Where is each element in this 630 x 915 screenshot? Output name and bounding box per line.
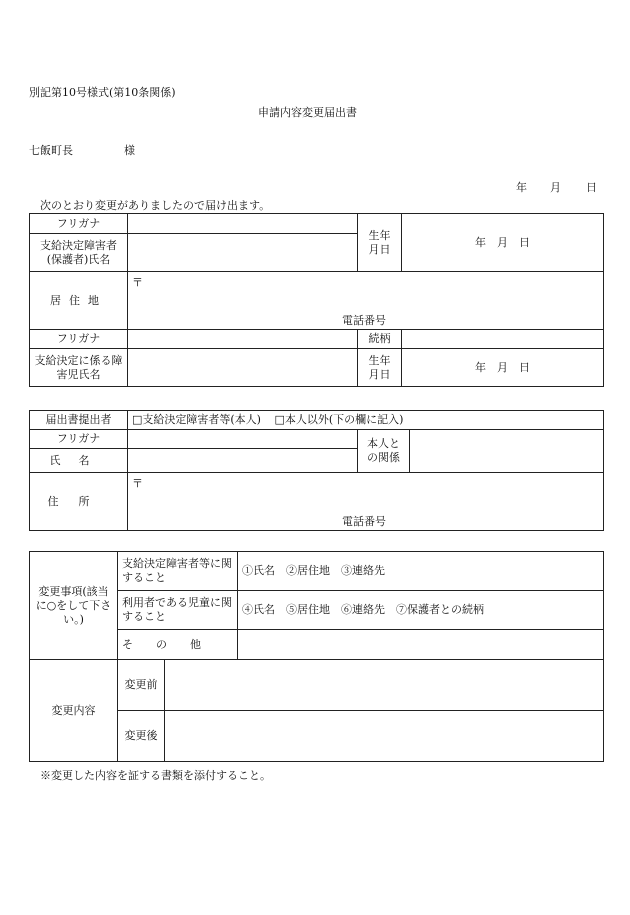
submitter-name-label: 氏名 bbox=[30, 449, 128, 473]
child-birth-field[interactable]: 年 月 日 bbox=[402, 349, 604, 387]
submitter-name-field[interactable] bbox=[128, 449, 358, 473]
submitter-postal-mark: 〒 bbox=[132, 477, 143, 490]
after-field[interactable] bbox=[165, 711, 604, 762]
cat1-options[interactable]: ①氏名 ②居住地 ③連絡先 bbox=[238, 552, 604, 591]
date-month-label: 月 bbox=[550, 181, 561, 194]
applicant-birth-label: 生年月日 bbox=[358, 214, 402, 272]
applicant-name-label: 支給決定障害者(保護者)氏名 bbox=[30, 234, 128, 272]
child-birth-label: 生年月日 bbox=[358, 349, 402, 387]
residence-field[interactable] bbox=[128, 272, 604, 330]
change-items-label: 変更事項(該当に○をして下さい。) bbox=[30, 552, 118, 660]
submitter-relation-label: 本人との関係 bbox=[358, 430, 410, 473]
before-field[interactable] bbox=[165, 660, 604, 711]
relation-field[interactable] bbox=[402, 330, 604, 349]
applicant-name-field[interactable] bbox=[128, 234, 358, 272]
cat2-options[interactable]: ④氏名 ⑤居住地 ⑥連絡先 ⑦保護者との続柄 bbox=[238, 591, 604, 630]
date-year-label: 年 bbox=[516, 181, 527, 194]
intro-text: 次のとおり変更がありましたので届け出ます。 bbox=[40, 199, 271, 212]
submitter-phone-label: 電話番号 bbox=[342, 515, 386, 528]
postal-mark: 〒 bbox=[132, 276, 143, 289]
submitter-address-label: 住所 bbox=[30, 473, 128, 531]
applicant-furigana-field[interactable] bbox=[128, 214, 358, 234]
before-label: 変更前 bbox=[118, 660, 165, 711]
submitter-furigana-field[interactable] bbox=[128, 430, 358, 449]
applicant-table bbox=[29, 213, 604, 387]
option-other-checkbox[interactable]: □本人以外(下の欄に記入) bbox=[274, 413, 404, 426]
applicant-furigana-label: フリガナ bbox=[30, 214, 128, 234]
submitter-furigana-label: フリガナ bbox=[30, 430, 128, 449]
cat1-label: 支給決定障害者等に関すること bbox=[118, 552, 238, 591]
relation-label: 続柄 bbox=[358, 330, 402, 349]
child-name-field[interactable] bbox=[128, 349, 358, 387]
change-content-label: 変更内容 bbox=[30, 660, 118, 762]
form-reference: 別記第10号様式(第10条関係) bbox=[29, 86, 176, 99]
residence-label: 居住地 bbox=[30, 272, 128, 330]
change-table bbox=[29, 551, 604, 762]
other-field[interactable] bbox=[238, 630, 604, 660]
footnote: ※変更した内容を証する書類を添付すること。 bbox=[40, 769, 271, 782]
other-label: そ の 他 bbox=[118, 630, 238, 660]
date-day-label: 日 bbox=[586, 181, 597, 194]
submitter-table bbox=[29, 410, 604, 531]
cat2-label: 利用者である児童に関すること bbox=[118, 591, 238, 630]
after-label: 変更後 bbox=[118, 711, 165, 762]
submitter-options bbox=[128, 411, 604, 430]
submitter-relation-field[interactable] bbox=[410, 430, 604, 473]
submitter-label: 届出書提出者 bbox=[30, 411, 128, 430]
child-name-label: 支給決定に係る障害児氏名 bbox=[30, 349, 128, 387]
addressee-honorific: 様 bbox=[124, 144, 135, 157]
applicant-birth-field[interactable]: 年 月 日 bbox=[402, 214, 604, 272]
child-furigana-field[interactable] bbox=[128, 330, 358, 349]
child-furigana-label: フリガナ bbox=[30, 330, 128, 349]
document-title: 申請内容変更届出書 bbox=[258, 106, 357, 119]
option-self-checkbox[interactable]: □支給決定障害者等(本人) bbox=[132, 413, 261, 426]
residence-phone-label: 電話番号 bbox=[342, 314, 386, 327]
addressee: 七飯町長 bbox=[29, 144, 73, 157]
submitter-address-field[interactable] bbox=[128, 473, 604, 531]
